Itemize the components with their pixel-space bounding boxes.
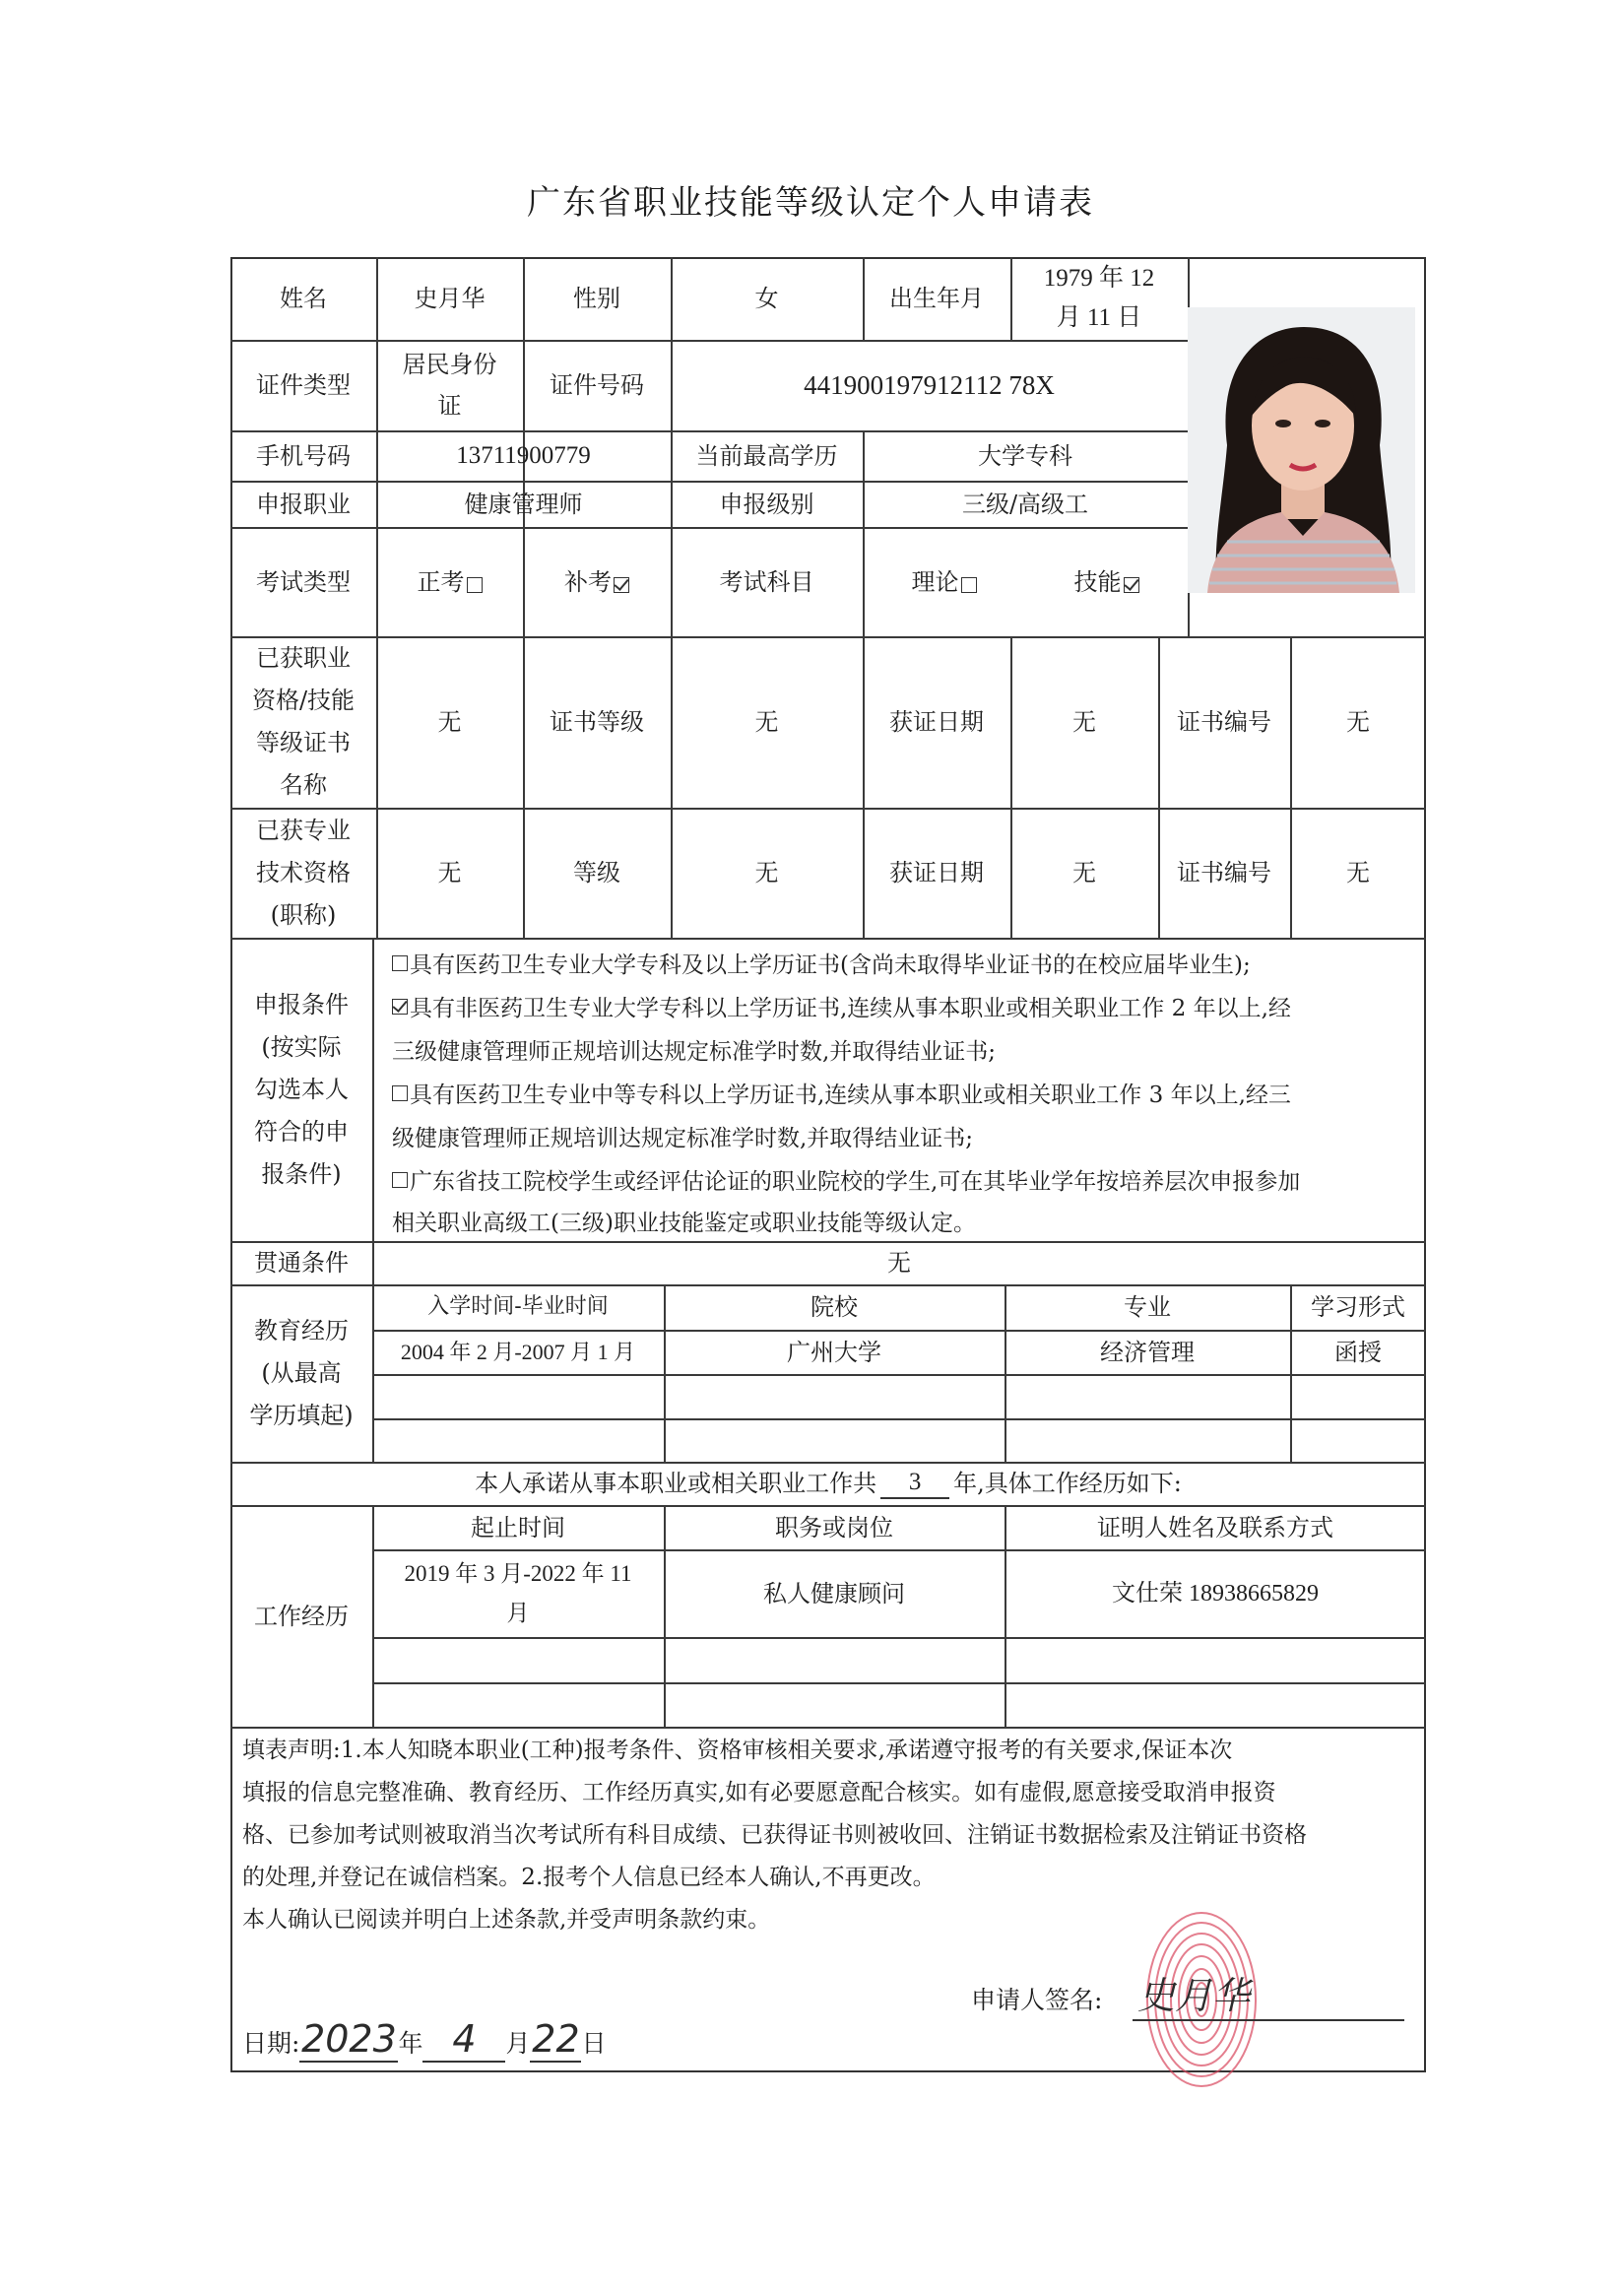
date-label: 日期: [242, 2029, 300, 2058]
cert-label-line: 已获职业 [256, 644, 351, 672]
col-line [372, 938, 374, 1462]
exam-normal-option[interactable] [376, 527, 523, 636]
education-school: 广州大学 [787, 1338, 881, 1366]
cert-no-label: 证书编号 [1177, 708, 1271, 736]
birth-value-line2: 月 11 日 [1056, 304, 1142, 331]
level-value: 三级/高级工 [961, 490, 1089, 518]
condition-option-3[interactable] [392, 1074, 1416, 1117]
edu-label: 当前最高学历 [695, 441, 838, 470]
exam-makeup-option[interactable] [523, 527, 671, 636]
condition-text-cont: 相关职业高级工(三级)职业技能鉴定或职业技能等级认定。 [392, 1211, 976, 1236]
form-title: 广东省职业技能等级认定个人申请表 [527, 183, 1094, 223]
title-cert-label-line: 已获专业 [256, 816, 351, 844]
work-witness: 文仕荣 18938665829 [1112, 1580, 1319, 1607]
title-cert-date-label: 获证日期 [889, 859, 984, 886]
title-cert-name-value: 无 [437, 859, 462, 886]
date-month-unit: 月 [505, 2029, 531, 2058]
work-promise-post: 年,具体工作经历如下: [953, 1470, 1182, 1497]
checkbox-icon[interactable] [392, 1085, 408, 1101]
checkbox-icon[interactable] [614, 577, 629, 593]
edu-value: 大学专科 [978, 441, 1072, 470]
occupation-label: 申报职业 [256, 490, 351, 518]
occupation-value: 健康管理师 [464, 490, 583, 518]
checkbox-icon[interactable] [1124, 577, 1139, 593]
date-day-unit: 日 [581, 2029, 607, 2058]
cert-label-line: 等级证书 [256, 729, 351, 756]
work-years: 3 [880, 1468, 949, 1499]
exam-skill-option[interactable] [1025, 527, 1188, 636]
title-cert-no-label: 证书编号 [1177, 859, 1271, 886]
conditions-label-line: 符合的申 [254, 1117, 349, 1146]
checkbox-icon[interactable] [392, 999, 408, 1015]
condition-text-cont: 三级健康管理师正规培训达规定标准学时数,并取得结业证书; [392, 1039, 997, 1065]
exam-skill-label: 技能 [1073, 567, 1122, 596]
row-line [230, 938, 1426, 940]
declaration-line: 填表声明:1.本人知晓本职业(工种)报考条件、资格审核相关要求,承诺遵守报考的有关要求,保证本次 [242, 1738, 1233, 1763]
cert-label-line: 名称 [280, 771, 327, 799]
birth-value [1010, 257, 1188, 340]
conditions-label-line: 申报条件 [254, 990, 349, 1018]
education-label-line: 教育经历 [254, 1316, 349, 1345]
cert-no-value: 无 [1346, 708, 1370, 736]
exam-makeup-label: 补考 [564, 567, 612, 596]
name-label: 姓名 [280, 285, 327, 312]
cert-label-line: 资格/技能 [251, 687, 356, 714]
level-label: 申报级别 [719, 490, 814, 518]
work-header: 证明人姓名及联系方式 [1097, 1513, 1333, 1542]
id-no-label: 证件号码 [550, 371, 644, 399]
id-type-label: 证件类型 [256, 371, 351, 399]
cert-label [230, 636, 376, 808]
id-type-line1: 居民身份 [402, 351, 497, 378]
condition-text: 具有医药卫生专业中等专科以上学历证书,连续从事本职业或相关职业工作 3 年以上,经三 [410, 1082, 1291, 1108]
work-promise-pre: 本人承诺从事本职业或相关职业工作共 [475, 1470, 877, 1497]
condition-option-4[interactable] [392, 1160, 1416, 1204]
signature: 史月华 [1137, 1974, 1251, 2017]
education-label-line: (从最高 [261, 1358, 342, 1387]
checkbox-icon[interactable] [392, 955, 408, 971]
date-year: 2023 [301, 2017, 397, 2061]
work-header: 职务或岗位 [775, 1513, 893, 1542]
row-line [372, 1637, 1426, 1639]
declaration-line: 格、已参加考试则被取消当次考试所有科目成绩、已获得证书则被收回、注销证书数据检索及注销证书资格 [242, 1822, 1307, 1848]
birth-label: 出生年月 [889, 285, 984, 312]
declaration-line: 的处理,并登记在诚信档案。2.报考个人信息已经本人确认,不再更改。 [242, 1865, 936, 1890]
phone-label: 手机号码 [256, 441, 351, 470]
title-cert-grade-value: 无 [754, 859, 779, 886]
row-line [372, 1682, 1426, 1684]
signature-label: 申请人签名: [971, 1986, 1103, 2014]
declaration-line: 填报的信息完整准确、教育经历、工作经历真实,如有必要愿意配合核实。如有虚假,愿意接受取消申报资 [242, 1780, 1276, 1805]
education-header: 入学时间-毕业时间 [427, 1294, 609, 1319]
conditions-label [230, 938, 372, 1241]
applicant-photo [1188, 307, 1415, 593]
work-period-line2: 月 [506, 1600, 530, 1625]
gender-label: 性别 [573, 285, 620, 312]
row-line [372, 1418, 1426, 1420]
gender-value: 女 [754, 285, 779, 312]
exam-type-label: 考试类型 [256, 567, 351, 596]
education-label-line: 学历填起) [249, 1401, 354, 1429]
education-period: 2004 年 2 月-2007 月 1 月 [400, 1339, 636, 1364]
exam-normal-label: 正考 [417, 567, 465, 596]
education-label [230, 1284, 372, 1462]
title-cert-no-value: 无 [1346, 859, 1370, 886]
education-major: 经济管理 [1100, 1338, 1195, 1366]
conditions-label-line: 勾选本人 [254, 1075, 349, 1103]
education-header: 院校 [810, 1293, 858, 1321]
condition-text-cont: 级健康管理师正规培训达规定标准学时数,并取得结业证书; [392, 1126, 974, 1151]
phone-value: 13711900779 [456, 441, 591, 469]
title-cert-label-line: 技术资格 [256, 858, 351, 886]
condition-text: 广东省技工院校学生或经评估论证的职业院校的学生,可在其毕业学年按培养层次申报参加 [410, 1169, 1301, 1195]
work-period [372, 1549, 664, 1637]
exam-theory-label: 理论 [911, 567, 959, 596]
education-header: 学习形式 [1311, 1293, 1405, 1321]
title-cert-label [230, 808, 376, 938]
conditions-label-line: 报条件) [261, 1159, 342, 1188]
name-value: 史月华 [414, 285, 486, 312]
conditions-label-line: (按实际 [261, 1032, 342, 1061]
id-type-value [376, 340, 523, 430]
date-year-unit: 年 [398, 2029, 423, 2058]
condition-text: 具有医药卫生专业大学专科及以上学历证书(含尚未取得毕业证书的在校应届毕业生); [410, 952, 1251, 978]
title-cert-grade-label: 等级 [573, 859, 620, 886]
date-day: 22 [532, 2017, 580, 2061]
education-header: 专业 [1124, 1293, 1171, 1321]
through-label: 贯通条件 [254, 1249, 349, 1277]
cert-grade-label: 证书等级 [550, 708, 644, 736]
work-position: 私人健康顾问 [763, 1579, 905, 1607]
condition-option-2[interactable] [392, 987, 1416, 1030]
signature-line [1133, 2019, 1404, 2021]
exam-subject-label: 考试科目 [719, 567, 814, 596]
declaration-line: 本人确认已阅读并明白上述条款,并受声明条款约束。 [242, 1907, 771, 1933]
work-promise [230, 1462, 1426, 1505]
row-line [230, 1727, 1426, 1729]
work-label: 工作经历 [254, 1602, 349, 1630]
cert-grade-value: 无 [754, 708, 779, 736]
work-period-line1: 2019 年 3 月-2022 年 11 [404, 1560, 632, 1586]
through-value: 无 [887, 1249, 911, 1277]
id-type-line2: 证 [437, 392, 462, 420]
birth-value-line1: 1979 年 12 [1043, 265, 1155, 292]
title-cert-label-line: (职称) [270, 900, 337, 929]
checkbox-icon[interactable] [392, 1172, 408, 1188]
checkbox-icon[interactable] [961, 577, 977, 593]
condition-option-1[interactable] [392, 944, 1416, 987]
row-line [372, 1374, 1426, 1376]
cert-date-value: 无 [1072, 708, 1096, 736]
checkbox-icon[interactable] [467, 577, 483, 593]
exam-theory-option[interactable] [863, 527, 1025, 636]
cert-date-label: 获证日期 [889, 708, 984, 736]
education-form: 函授 [1334, 1338, 1382, 1366]
condition-text: 具有非医药卫生专业大学专科以上学历证书,连续从事本职业或相关职业工作 2 年以上,经 [410, 996, 1291, 1021]
cert-name-value: 无 [437, 708, 462, 736]
title-cert-date-value: 无 [1072, 859, 1096, 886]
work-header: 起止时间 [471, 1513, 565, 1542]
date-row [242, 2017, 606, 2063]
date-month: 4 [422, 2017, 505, 2063]
id-no-value: 441900197912112 78X [804, 370, 1055, 400]
